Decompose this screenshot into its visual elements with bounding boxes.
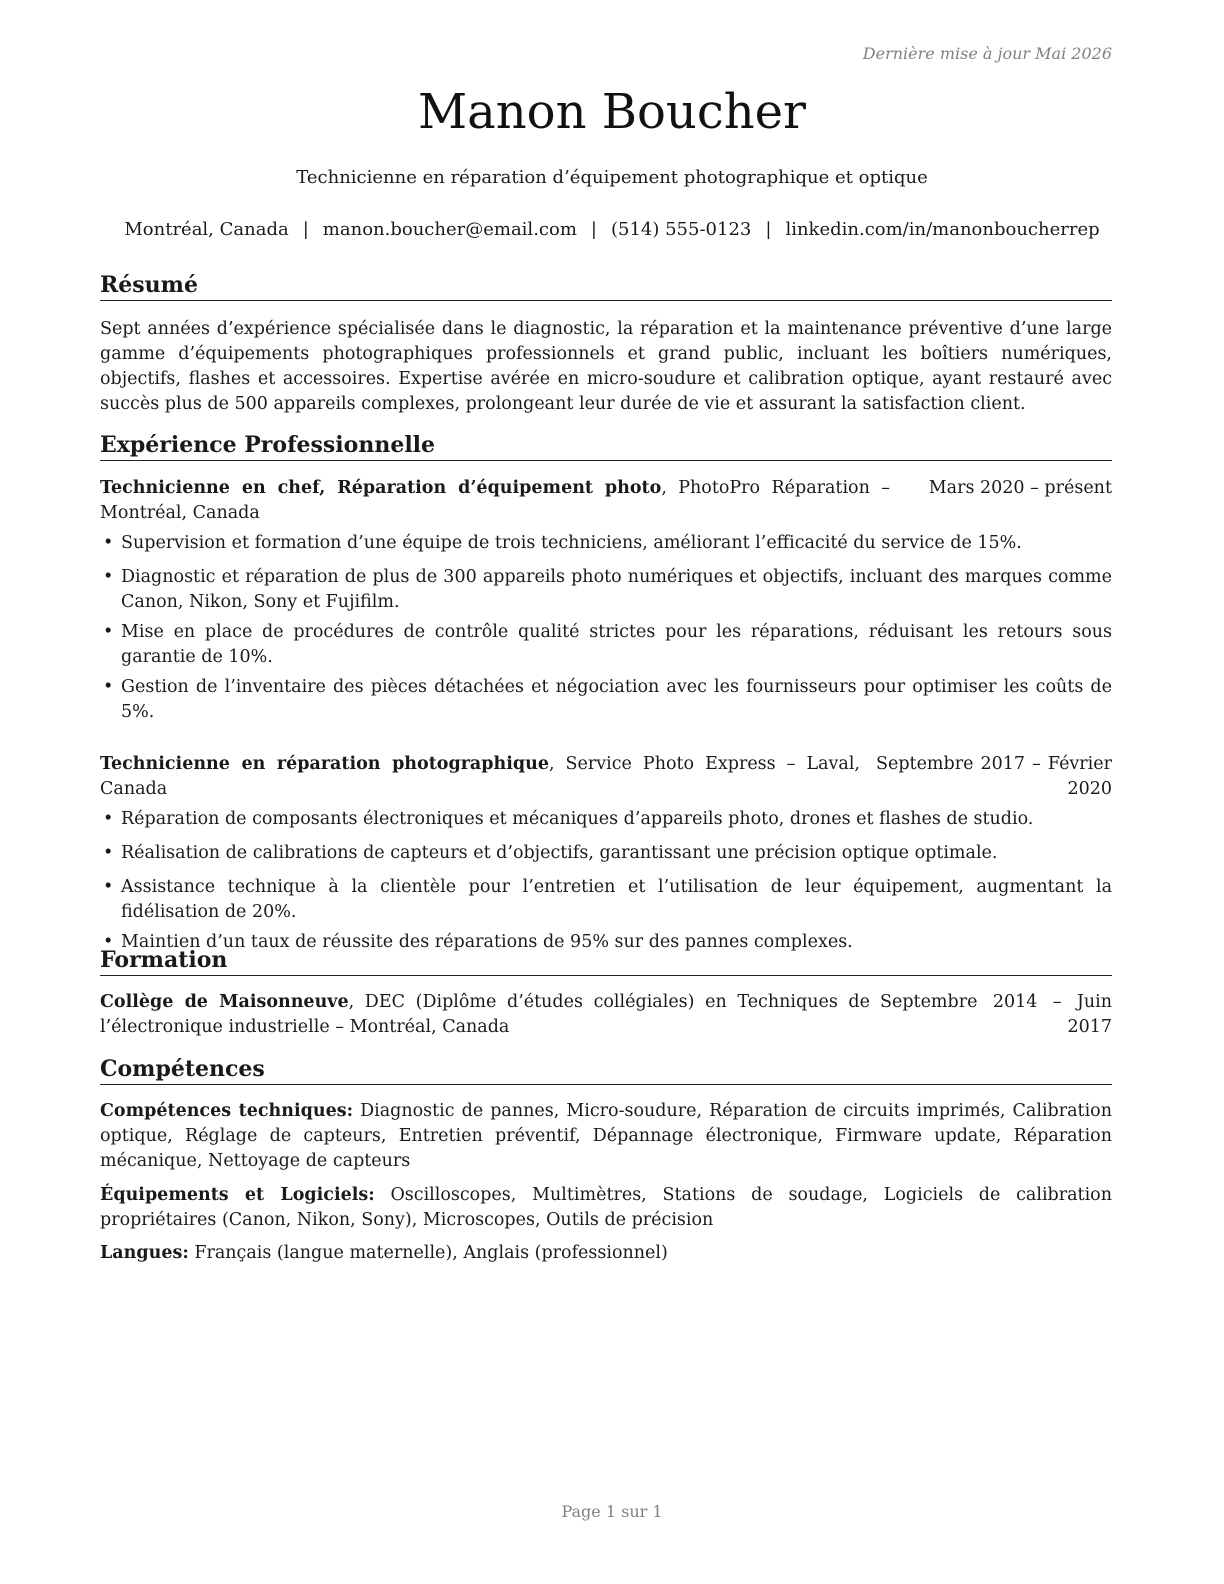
education-details: , DEC (Diplôme d’études collégiales) en Techniques de l’électronique industrielle – Montréal, Canada [100,992,870,1037]
bullet-icon: • [103,622,114,642]
education-details-line [100,990,870,1040]
job-bullet: • Assistance technique à la clientèle pour l’entretien et l’utilisation de leur équipement, augmentant la fidélisation de 20%. [103,877,1112,922]
candidate-headline: Technicienne en réparation d’équipement photographique et optique [296,167,928,188]
contact-separator: | [765,219,772,240]
section-title-education: Formation [100,946,1112,976]
job-bullet: • Supervision et formation d’une équipe de trois techniciens, améliorant l’efficacité du service de 15%. [100,531,1112,556]
job-bullet: • Réalisation de calibrations de capteurs et d’objectifs, garantissant une précision optique optimale. [100,841,1112,866]
contact-linkedin[interactable]: linkedin.com/in/manonboucherrep [785,219,1100,240]
bullet-icon: • [103,843,114,863]
skill-group [100,1099,1112,1174]
skill-group-label: Équipements et Logiciels: [100,1185,375,1205]
job-role: Technicienne en chef, Réparation d’équipement photo [100,478,662,498]
job-bullet: • Mise en place de procédures de contrôle qualité strictes pour les réparations, réduisant les retours sous garantie de 10%. [103,622,1112,667]
page-number: Page 1 sur 1 [561,1502,663,1521]
skill-group-text: Oscilloscopes, Multimètres, Stations de soudage, Logiciels de calibration propriétaires (Canon, Nikon, Sony), Microscopes, Outils de précision [100,1185,1112,1230]
job-bullet: • Réparation de composants électroniques et mécaniques d’appareils photo, drones et flashes de studio. [100,807,1112,832]
job-company: , Service Photo Express – Laval, Canada [100,754,860,799]
job-entry [100,476,1112,725]
last-updated-note: Dernière mise à jour Mai 2026 [862,44,1112,63]
skill-group-label: Langues: [100,1243,189,1263]
job-dates: Mars 2020 – présent [928,478,1112,498]
job-title-line [100,752,860,802]
summary-section [100,271,1112,417]
job-bullet: • Maintien d’un taux de réussite des réparations de 95% sur des pannes complexes. [100,930,1112,955]
job-title-line [100,476,890,526]
job-bullets [100,531,1112,725]
job-header [100,752,1112,802]
contact-separator: | [302,219,309,240]
education-school: Collège de Maisonneuve [100,992,349,1012]
skill-group [100,1241,1112,1266]
skill-group-text: Diagnostic de pannes, Micro-soudure, Réparation de circuits imprimés, Calibration optique, Réglage de capteurs, Entretien préventif, Dépannage électronique, Firmware update, Réparation mécanique, Nettoyage de capteurs [100,1101,1112,1171]
section-title-experience: Expérience Professionnelle [100,431,1112,461]
education-entry [100,990,1112,1040]
candidate-name: Manon Boucher [418,84,806,140]
job-bullet: • Gestion de l’inventaire des pièces détachées et négociation avec les fournisseurs pour optimiser les coûts de 5%. [103,677,1112,722]
skill-group-label: Compétences techniques: [100,1101,354,1121]
contact-phone[interactable]: (514) 555-0123 [610,219,752,240]
skill-group [100,1183,1112,1233]
section-title-skills: Compétences [100,1055,1112,1085]
contact-separator: | [590,219,597,240]
bullet-icon: • [103,533,114,553]
bullet-icon: • [103,877,114,897]
bullet-icon: • [103,677,114,697]
experience-section [100,431,1112,955]
education-dates: Septembre 2014 – Juin 2017 [880,992,1112,1037]
bullet-icon: • [103,932,114,952]
skill-group-text: Français (langue maternelle), Anglais (professionnel) [188,1243,668,1263]
job-header [100,476,1112,526]
job-entry [100,752,1112,955]
contact-email[interactable]: manon.boucher@email.com [322,219,577,240]
skills-section [100,1055,1112,1266]
bullet-icon: • [103,809,114,829]
education-section [100,946,1112,1040]
bullet-icon: • [103,567,114,587]
job-dates: Septembre 2017 – Février 2020 [876,754,1112,799]
job-company: , PhotoPro Réparation – Montréal, Canada [100,478,890,523]
summary-text: Sept années d’expérience spécialisée dans le diagnostic, la réparation et la maintenance préventive d’une large gamme d’équipements photographiques professionnels et grand public, incluant les boîtiers numériques, objectifs, flashes et accessoires. Expertise avérée en micro-soudure et calibration optique, ayant restauré avec succès plus de 500 appareils complexes, prolongeant leur durée de vie et assurant la satisfaction client. [100,319,1112,414]
job-bullet: • Diagnostic et réparation de plus de 300 appareils photo numériques et objectifs, incluant des marques comme Canon, Nikon, Sony et Fujifilm. [103,567,1112,612]
section-title-summary: Résumé [100,271,1112,301]
job-role: Technicienne en réparation photographique [100,754,549,774]
contact-location: Montréal, Canada [124,219,289,240]
contact-line [0,219,1224,240]
job-bullets [100,807,1112,955]
